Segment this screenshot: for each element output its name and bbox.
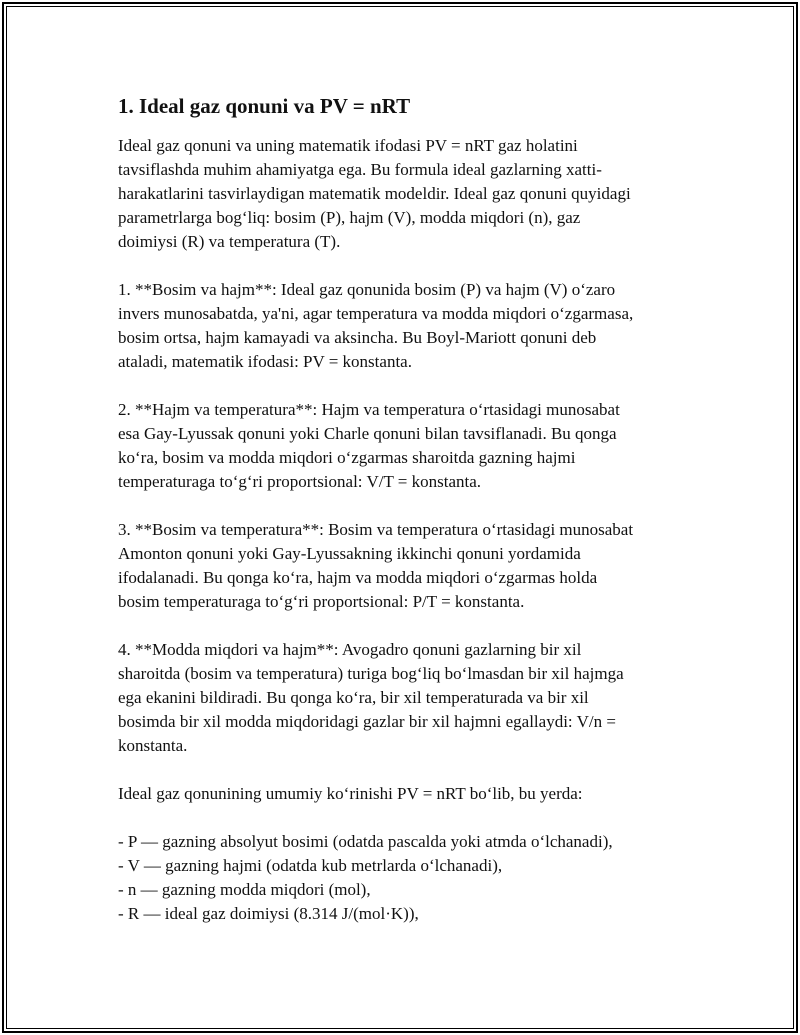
general-form-paragraph: Ideal gaz qonunining umumiy ko‘rinishi PV = nRT bo‘lib, bu yerda:: [118, 784, 583, 803]
variable-definitions-list: [118, 830, 688, 926]
amount-volume-paragraph: 4. **Modda miqdori va hajm**: Avogadro qonuni gazlarning bir xil sharoitda (bosim va temperatura) turiga bog‘liq bo‘lmasdan bir xil hajmga ega ekanini bildiradi. Bu qonga ko‘ra, bir xil temperaturada va bir xil bosimda bir xil modda miqdoridagi gazlar bir xil hajmni egallaydi: V/n = konstanta.: [118, 640, 624, 755]
definition-item-v: - V — gazning hajmi (odatda kub metrlarda o‘lchanadi),: [118, 856, 503, 875]
volume-temperature-paragraph: 2. **Hajm va temperatura**: Hajm va temperatura o‘rtasidagi munosabat esa Gay-Lyussak qonuni yoki Charle qonuni bilan tavsiflanadi. Bu qonga ko‘ra, bosim va modda miqdori o‘zgarmas sharoitda gazning hajmi temperaturaga to‘g‘ri proportsional: V/T = konstanta.: [118, 400, 620, 491]
definition-item-p: - P — gazning absolyut bosimi (odatda pascalda yoki atmda o‘lchanadi),: [118, 832, 613, 851]
pressure-volume-paragraph: 1. **Bosim va hajm**: Ideal gaz qonunida bosim (P) va hajm (V) o‘zaro invers munosabatda, ya'ni, agar temperatura va modda miqdori o‘zgarmasa, bosim ortsa, hajm kamayadi va aksincha. Bu Boyl-Mariott qonuni deb ataladi, matematik ifodasi: PV = konstanta.: [118, 280, 634, 371]
document-body: [118, 92, 688, 926]
intro-paragraph: Ideal gaz qonuni va uning matematik ifodasi PV = nRT gaz holatini tavsiflashda muhim ahamiyatga ega. Bu formula ideal gazlarning xatti- harakatlarini tasvirlaydigan matematik modeldir. Ideal gaz qonuni quyidagi parametrlarga bog‘liq: bosim (P), hajm (V), modda miqdori (n), gaz doimiysi (R) va temperatura (T).: [118, 136, 631, 251]
definition-item-r: - R — ideal gaz doimiysi (8.314 J/(mol·K)),: [118, 904, 419, 923]
pressure-temperature-paragraph: 3. **Bosim va temperatura**: Bosim va temperatura o‘rtasidagi munosabat Amonton qonuni yoki Gay-Lyussakning ikkinchi qonuni yordamida ifodalanadi. Bu qonga ko‘ra, hajm va modda miqdori o‘zgarmas holda bosim temperaturaga to‘g‘ri proportsional: P/T = konstanta.: [118, 520, 634, 611]
section-title: 1. Ideal gaz qonuni va PV = nRT: [118, 94, 411, 118]
definition-item-n: - n — gazning modda miqdori (mol),: [118, 880, 371, 899]
